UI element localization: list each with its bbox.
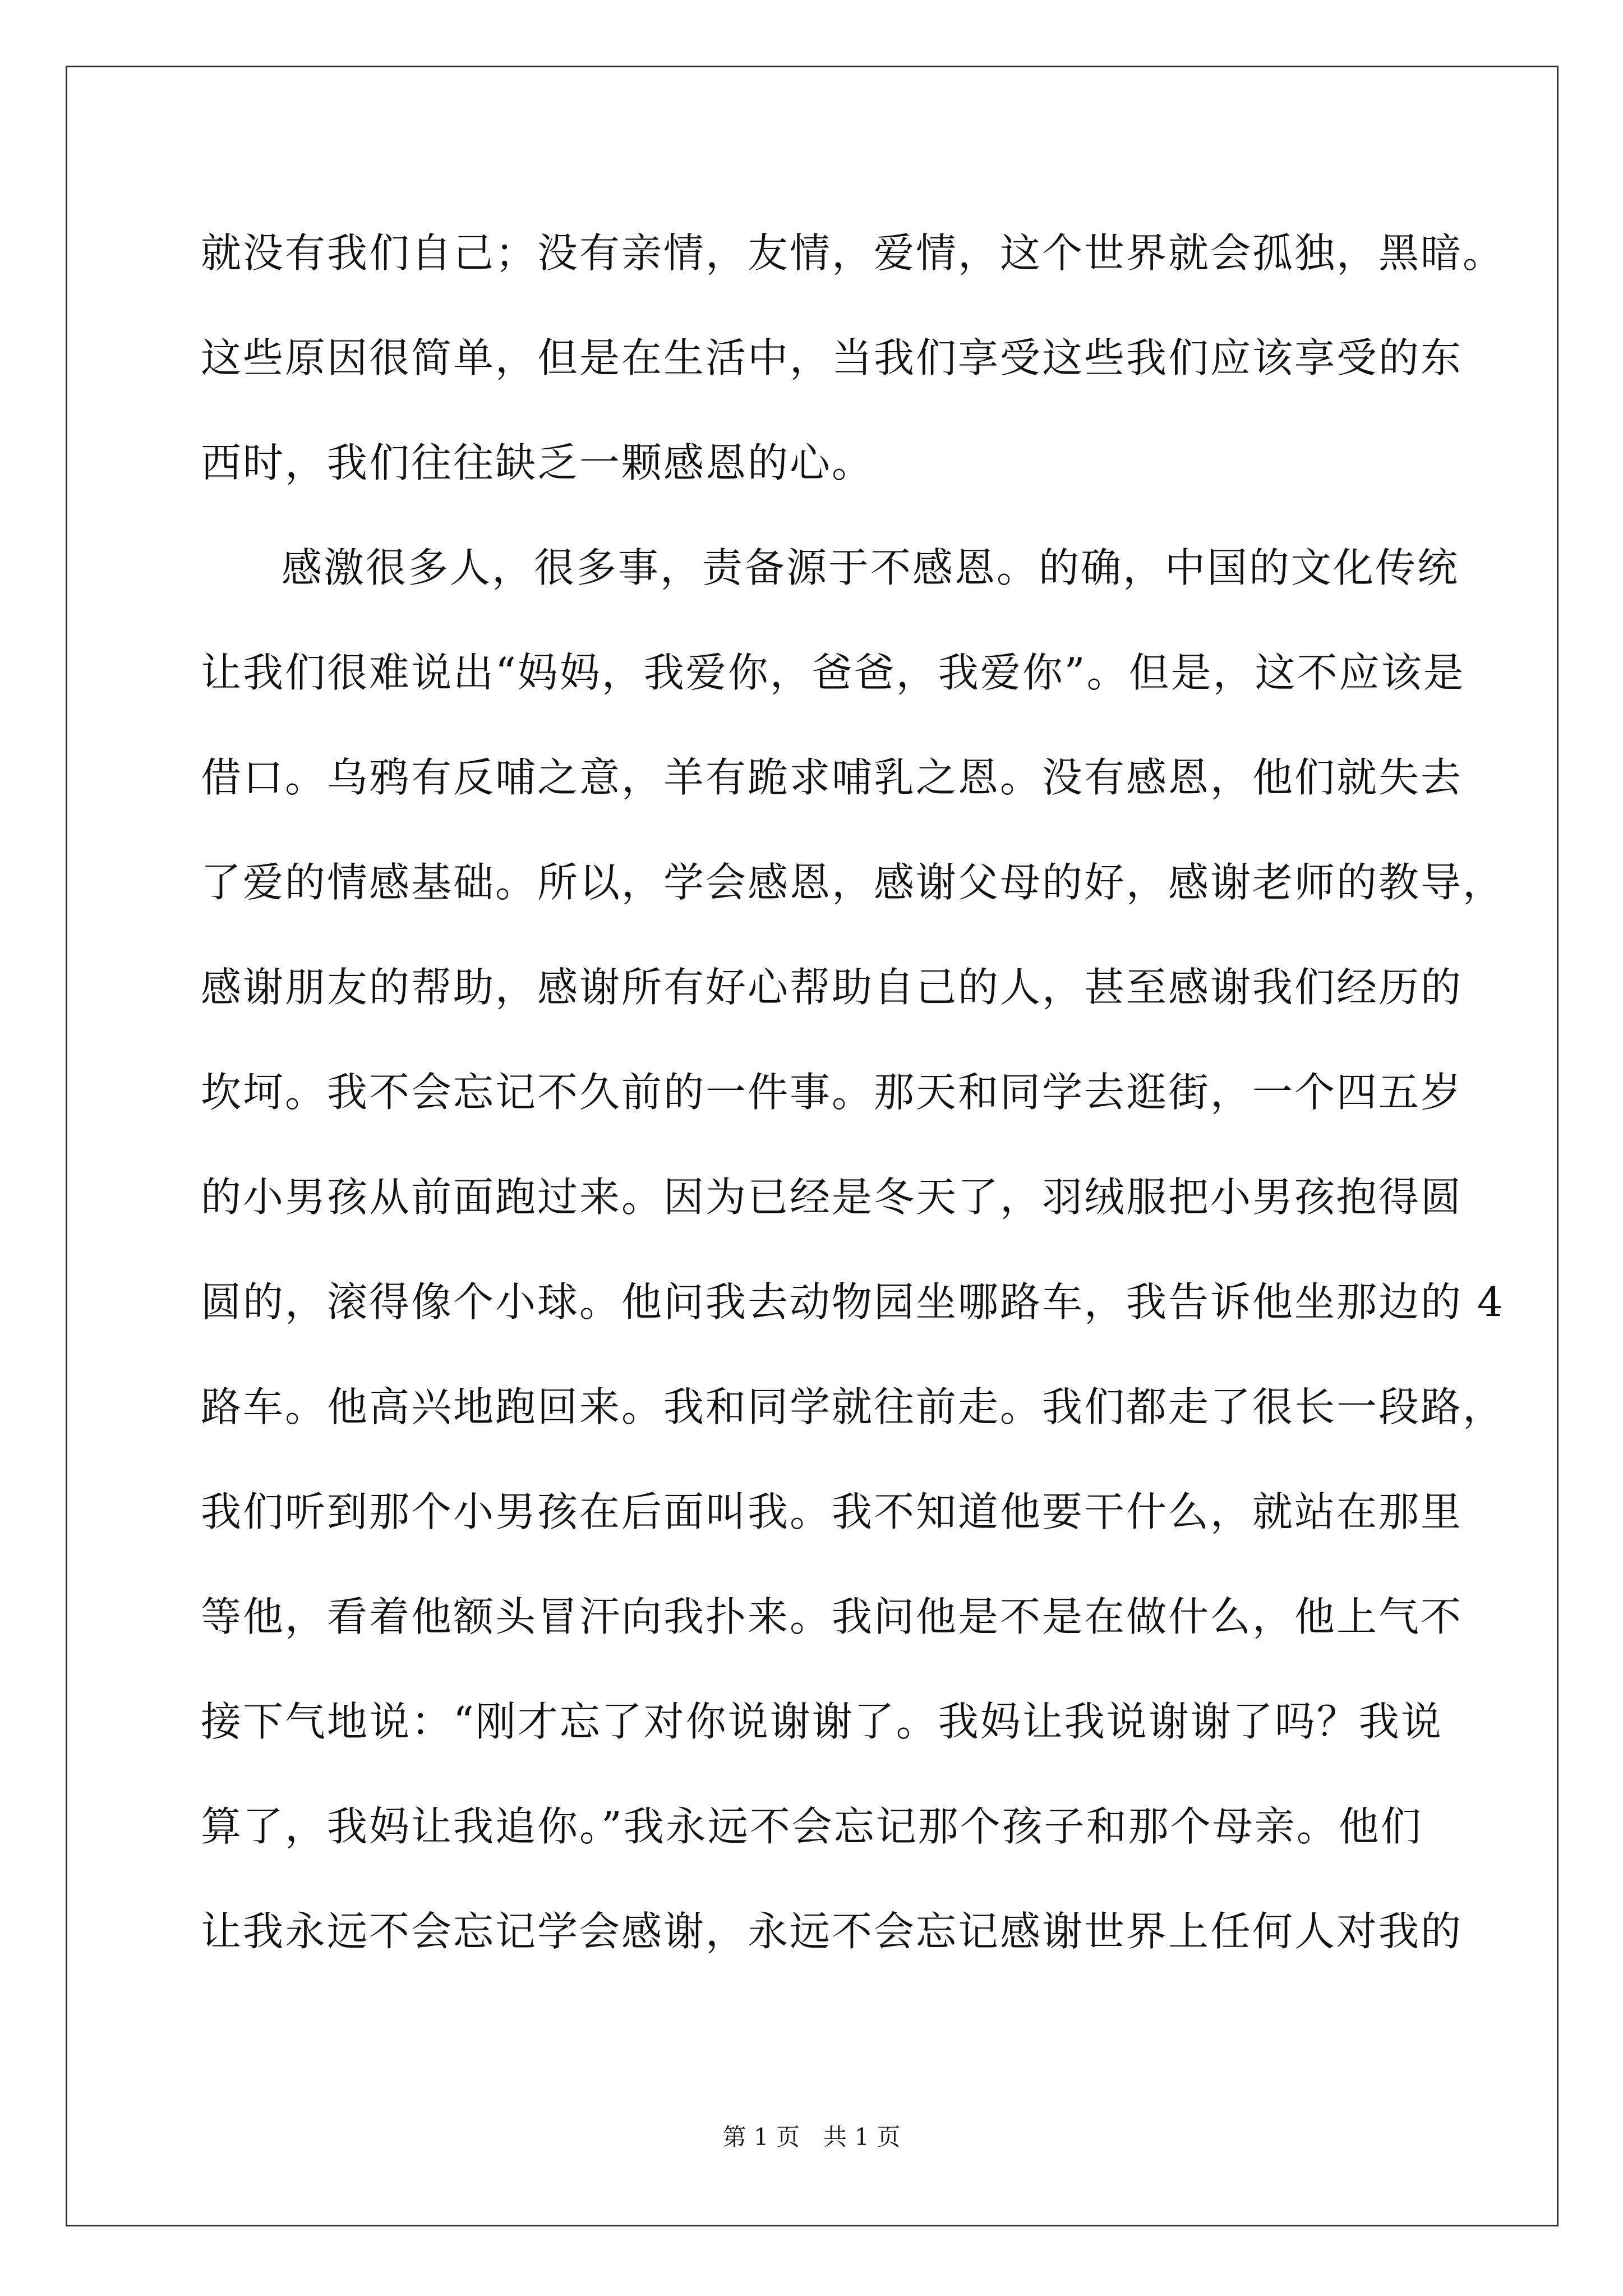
paragraph-first-line: 感激很多人，很多事，责备源于不感恩。的确，中国的文化传统 [282,544,1460,591]
text-line: 坎坷。我不会忘记不久前的一件事。那天和同学去逛街，一个四五岁 [201,1069,1463,1116]
text-line: 圆的，滚得像个小球。他问我去动物园坐哪路车，我告诉他坐那边的 4 [201,1278,1505,1326]
text-line: 我们听到那个小男孩在后面叫我。我不知道他要干什么，就站在那里 [201,1488,1463,1535]
page-number: 第 1 页 [722,2123,800,2151]
document-body [201,201,1505,1984]
page-total: 共 1 页 [823,2123,901,2151]
text-line: 借口。乌鸦有反哺之意，羊有跪求哺乳之恩。没有感恩，他们就失去 [201,754,1463,801]
text-line: 了爱的情感基础。所以，学会感恩，感谢父母的好，感谢老师的教导， [201,859,1505,906]
text-line: 让我永远不会忘记学会感谢，永远不会忘记感谢世界上任何人对我的 [201,1908,1463,1955]
text-line: 这些原因很简单，但是在生活中，当我们享受这些我们应该享受的东 [201,334,1463,381]
text-line: 让我们很难说出“妈妈，我爱你，爸爸，我爱你”。但是，这不应该是 [201,649,1465,696]
text-line: 等他，看着他额头冒汗向我扑来。我问他是不是在做什么，他上气不 [201,1593,1463,1640]
page-footer [0,2120,1623,2154]
text-line: 算了，我妈让我追你。”我永远不会忘记那个孩子和那个母亲。他们 [201,1803,1423,1850]
text-line: 接下气地说：“刚才忘了对你说谢谢了。我妈让我说谢谢了吗？我说 [201,1698,1443,1745]
text-line: 感谢朋友的帮助，感谢所有好心帮助自己的人，甚至感谢我们经历的 [201,964,1463,1011]
text-line: 路车。他高兴地跑回来。我和同学就往前走。我们都走了很长一段路， [201,1383,1505,1430]
text-line: 的小男孩从前面跑过来。因为已经是冬天了，羽绒服把小男孩抱得圆 [201,1174,1463,1221]
text-line: 就没有我们自己；没有亲情，友情，爱情，这个世界就会孤独，黑暗。 [201,229,1505,277]
text-line: 西时，我们往往缺乏一颗感恩的心。 [201,439,874,486]
